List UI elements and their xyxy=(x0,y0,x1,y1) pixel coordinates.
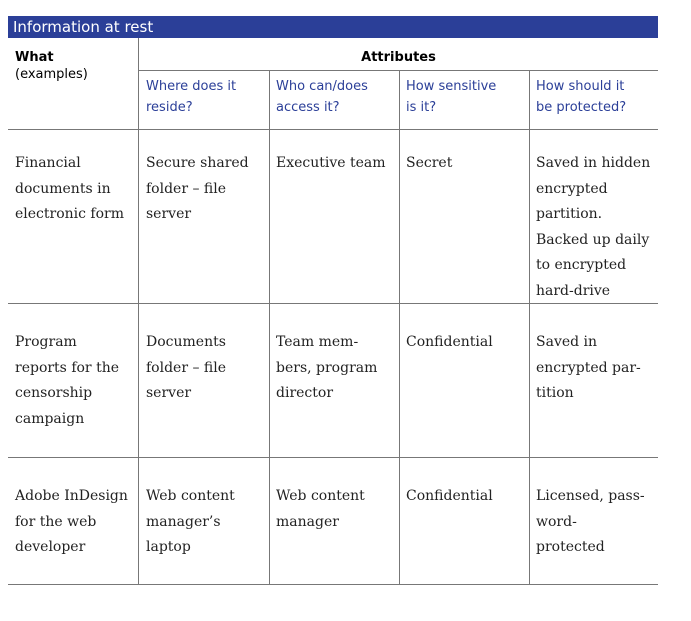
table-cell: Licensed, pass- word- protected xyxy=(536,488,645,555)
column-header: Who can/does access it? xyxy=(276,79,368,115)
what-subheader: (examples) xyxy=(15,67,88,82)
divider xyxy=(8,129,658,130)
table-cell: Saved in hidden encrypted partition. Backed up daily to encrypted hard-drive xyxy=(536,155,651,299)
column-header: How should it be protected? xyxy=(536,79,627,115)
divider xyxy=(8,457,658,458)
table-cell: Secret xyxy=(406,155,453,171)
column-header: Where does it reside? xyxy=(146,79,237,115)
attributes-header: Attributes xyxy=(361,50,436,65)
table-cell: Web content manager’s laptop xyxy=(146,488,235,555)
divider xyxy=(529,70,530,585)
divider xyxy=(138,38,139,585)
table-cell: Team mem- bers, program director xyxy=(276,334,378,401)
table-cell: Saved in encrypted par- tition xyxy=(536,334,641,401)
table-cell: Confidential xyxy=(406,334,493,350)
divider xyxy=(269,70,270,585)
table-cell: Web content manager xyxy=(276,488,365,530)
column-header: How sensitive is it? xyxy=(406,79,497,115)
table-cell: Program reports for the censorship campaign xyxy=(15,334,120,427)
divider xyxy=(399,70,400,585)
what-header: What xyxy=(15,50,54,65)
table-cell: Adobe InDesign for the web developer xyxy=(15,488,128,555)
table-cell: Executive team xyxy=(276,155,386,171)
table-title: Information at rest xyxy=(8,16,658,38)
table-cell: Documents folder – file server xyxy=(146,334,227,401)
divider xyxy=(139,70,658,71)
table-cell: Confidential xyxy=(406,488,493,504)
divider xyxy=(8,584,658,585)
table-cell: Financial documents in electronic form xyxy=(15,155,124,222)
table-cell: Secure shared folder – file server xyxy=(146,155,249,222)
